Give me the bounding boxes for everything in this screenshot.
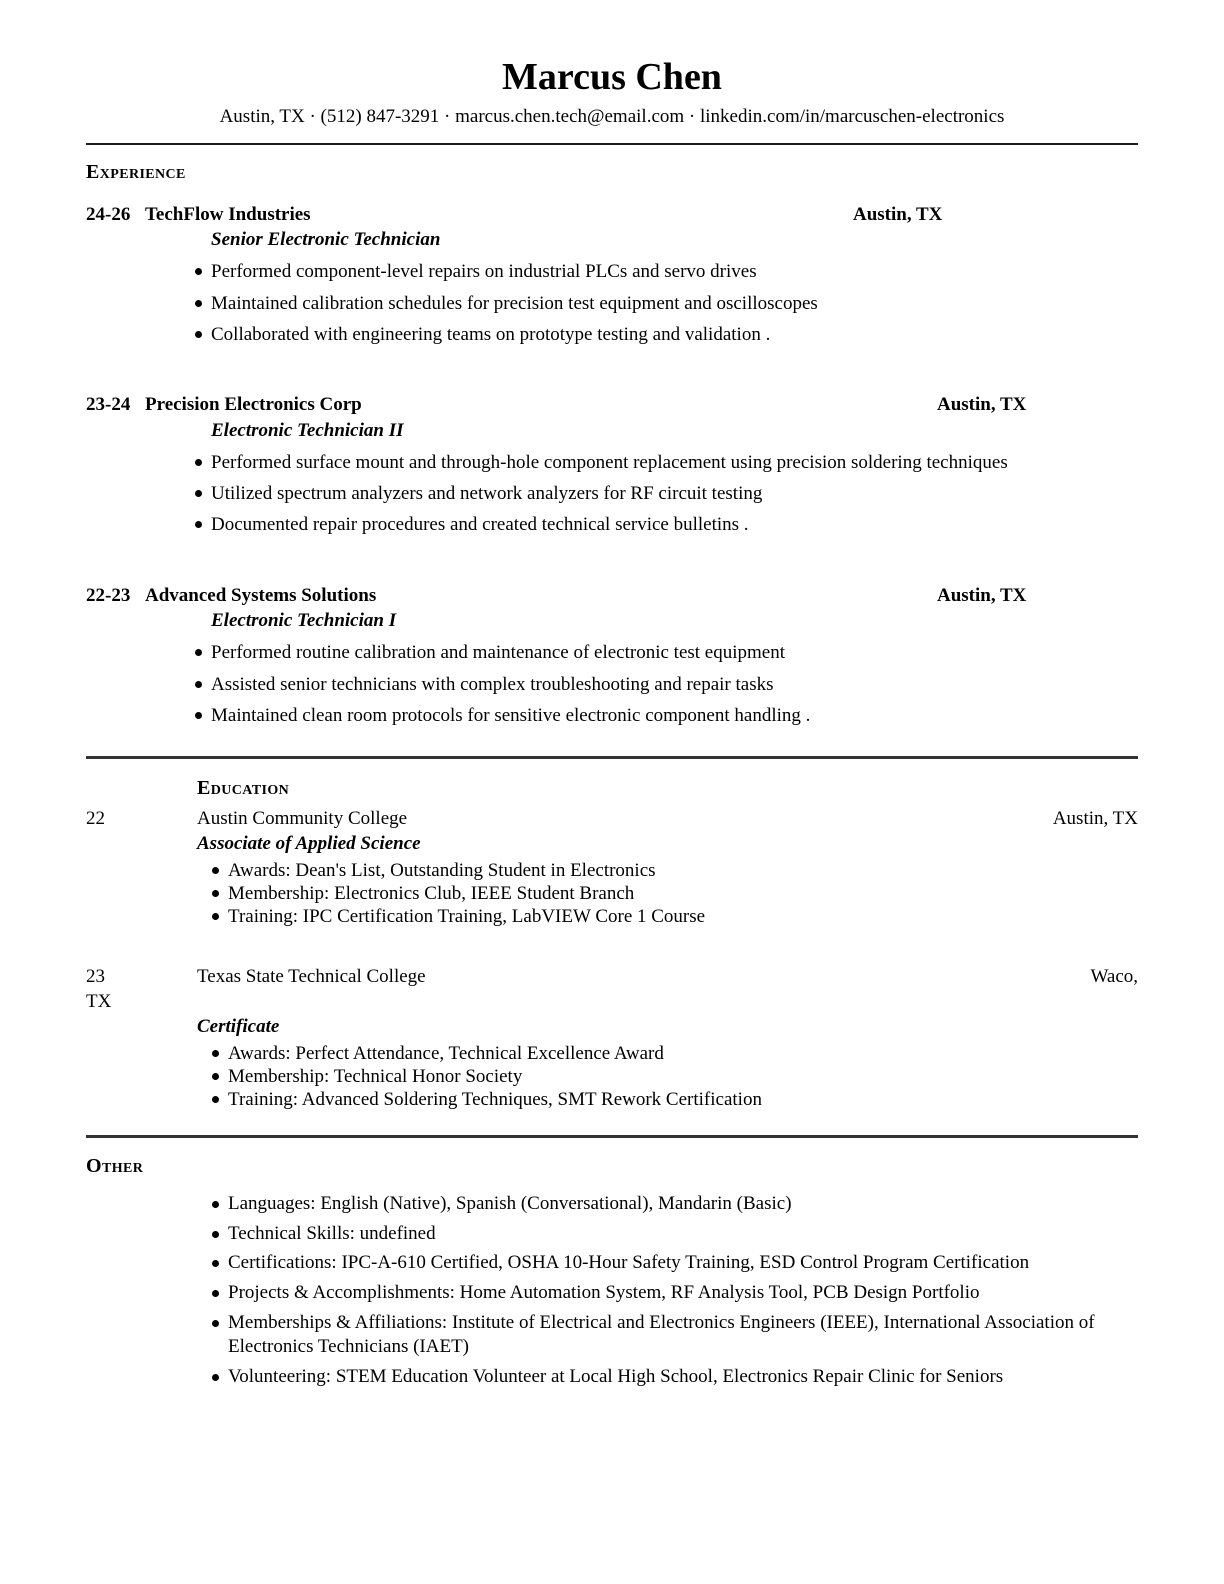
education-school: Austin Community College (197, 808, 408, 830)
other-bullet-text: Certifications: IPC-A-610 Certified, OSHA 10-Hour Safety Training, ESD Control Program Certification (228, 1252, 1030, 1274)
experience-job-title: Electronic Technician I (211, 610, 397, 632)
experience-bullet-text: Collaborated with engineering teams on prototype testing and validation . (211, 323, 771, 345)
bullet-marker-icon (212, 1374, 219, 1381)
experience-bullet-text: Assisted senior technicians with complex troubleshooting and repair tasks (211, 673, 774, 695)
experience-bullet-text: Maintained calibration schedules for precision test equipment and oscilloscopes (211, 292, 818, 314)
experience-bullet-text: Documented repair procedures and created technical service bulletins . (211, 514, 749, 536)
education-degree: Associate of Applied Science (197, 832, 421, 854)
bullet-marker-icon (195, 331, 202, 338)
education-bullet-text: Awards: Dean's List, Outstanding Student in Electronics (228, 859, 656, 881)
other-bullet-text: Languages: English (Native), Spanish (Conversational), Mandarin (Basic) (228, 1193, 792, 1215)
education-year: 23 (86, 966, 105, 988)
experience-bullet (195, 261, 1138, 282)
experience-company: Advanced Systems Solutions (145, 584, 377, 606)
bullet-marker-icon (212, 1320, 219, 1327)
education-entry (86, 808, 1138, 928)
bullet-marker-icon (212, 890, 219, 897)
experience-dates: 23-24 (86, 394, 131, 416)
education-location: Austin, TX (1052, 808, 1138, 830)
bullet-marker-icon (195, 490, 202, 497)
experience-location: Austin, TX (853, 203, 943, 225)
header-divider (86, 143, 1138, 145)
experience-entry-header (86, 394, 1138, 416)
bullet-marker-icon (195, 712, 202, 719)
other-bullet-text: Technical Skills: undefined (228, 1222, 436, 1244)
bullet-marker-icon (195, 459, 202, 466)
bullet-marker-icon (212, 1260, 219, 1267)
education-bullet-list (86, 859, 1138, 929)
education-location-overflow: TX (86, 990, 112, 1012)
other-bullet-text: Memberships & Affiliations: Institute of Electrical and Electronics Engineers (IEEE), International Association of Electronics Technicians (IAET) (228, 1311, 1095, 1358)
education-entry (86, 966, 1138, 1111)
experience-bullet (195, 324, 1138, 345)
education-bullet-text: Training: IPC Certification Training, LabVIEW Core 1 Course (228, 905, 706, 927)
experience-bullet (195, 514, 1138, 535)
experience-company: TechFlow Industries (145, 203, 311, 225)
other-bullet (212, 1251, 1138, 1276)
education-bullet (212, 859, 1138, 882)
bullet-marker-icon (212, 913, 219, 920)
experience-bullet-text: Performed surface mount and through-hole component replacement using precision soldering techniques (211, 451, 1008, 473)
education-bullet-text: Training: Advanced Soldering Techniques, SMT Rework Certification (228, 1088, 762, 1110)
bullet-marker-icon (195, 649, 202, 656)
section-divider (86, 756, 1138, 759)
education-bullet (212, 1042, 1138, 1065)
other-bullet (212, 1365, 1138, 1390)
other-bullet-text: Volunteering: STEM Education Volunteer at Local High School, Electronics Repair Clinic for Seniors (228, 1366, 1004, 1388)
experience-entry-header (86, 204, 1138, 226)
education-entry-header (86, 966, 1138, 989)
experience-bullet-text: Performed routine calibration and maintenance of electronic test equipment (211, 642, 785, 664)
education-location: Waco, (1090, 966, 1138, 988)
education-bullet (212, 905, 1138, 928)
bullet-marker-icon (212, 1201, 219, 1208)
experience-bullet-text: Maintained clean room protocols for sensitive electronic component handling . (211, 704, 811, 726)
experience-bullet-list (86, 452, 1138, 536)
section-divider (86, 1135, 1138, 1138)
bullet-marker-icon (212, 867, 219, 874)
education-bullet-text: Awards: Perfect Attendance, Technical Excellence Award (228, 1042, 664, 1064)
bullet-marker-icon (212, 1231, 219, 1238)
other-bullet-text: Projects & Accomplishments: Home Automation System, RF Analysis Tool, PCB Design Portfolio (228, 1282, 980, 1304)
education-school: Texas State Technical College (197, 966, 426, 988)
other-bullet (212, 1192, 1138, 1217)
education-degree: Certificate (197, 1015, 280, 1037)
bullet-marker-icon (195, 268, 202, 275)
experience-location: Austin, TX (937, 394, 1027, 416)
education-bullet-list (86, 1042, 1138, 1112)
experience-bullet (195, 452, 1138, 473)
education-year: 22 (86, 808, 105, 830)
experience-entry (86, 204, 1138, 345)
other-bullet (212, 1281, 1138, 1306)
education-bullet-text: Membership: Electronics Club, IEEE Student Branch (228, 882, 635, 904)
experience-job-title: Electronic Technician II (211, 419, 404, 441)
experience-bullet-list (86, 261, 1138, 345)
experience-entry (86, 585, 1138, 726)
experience-bullet (195, 674, 1138, 695)
other-bullet-list (86, 1192, 1138, 1390)
experience-dates: 24-26 (86, 203, 131, 225)
experience-bullet-list (86, 642, 1138, 726)
experience-company: Precision Electronics Corp (145, 394, 362, 416)
bullet-marker-icon (212, 1096, 219, 1103)
bullet-marker-icon (195, 521, 202, 528)
bullet-marker-icon (212, 1290, 219, 1297)
experience-bullet (195, 483, 1138, 504)
experience-bullet-text: Utilized spectrum analyzers and network analyzers for RF circuit testing (211, 483, 763, 505)
education-bullet-text: Membership: Technical Honor Society (228, 1065, 523, 1087)
bullet-marker-icon (195, 681, 202, 688)
education-bullet (212, 1065, 1138, 1088)
experience-dates: 22-23 (86, 584, 131, 606)
education-bullet (212, 1088, 1138, 1111)
experience-entry-header (86, 585, 1138, 607)
education-entry-header (86, 808, 1138, 831)
bullet-marker-icon (212, 1073, 219, 1080)
experience-bullet (195, 293, 1138, 314)
experience-job-title: Senior Electronic Technician (211, 229, 441, 251)
experience-bullet (195, 705, 1138, 726)
section-heading-experience: Experience (86, 160, 186, 183)
other-bullet (212, 1311, 1138, 1360)
bullet-marker-icon (195, 300, 202, 307)
contact-line: Austin, TX · (512) 847-3291 · marcus.chen.tech@email.com · linkedin.com/in/marcuschen-electronics (219, 105, 1005, 127)
experience-location: Austin, TX (937, 584, 1027, 606)
section-heading-other: Other (86, 1155, 144, 1178)
section-heading-education: Education (197, 777, 290, 800)
bullet-marker-icon (212, 1050, 219, 1057)
candidate-name: Marcus Chen (502, 56, 722, 98)
experience-bullet-text: Performed component-level repairs on industrial PLCs and servo drives (211, 261, 757, 283)
education-bullet (212, 882, 1138, 905)
experience-bullet (195, 642, 1138, 663)
other-bullet (212, 1222, 1138, 1247)
experience-entry (86, 394, 1138, 535)
